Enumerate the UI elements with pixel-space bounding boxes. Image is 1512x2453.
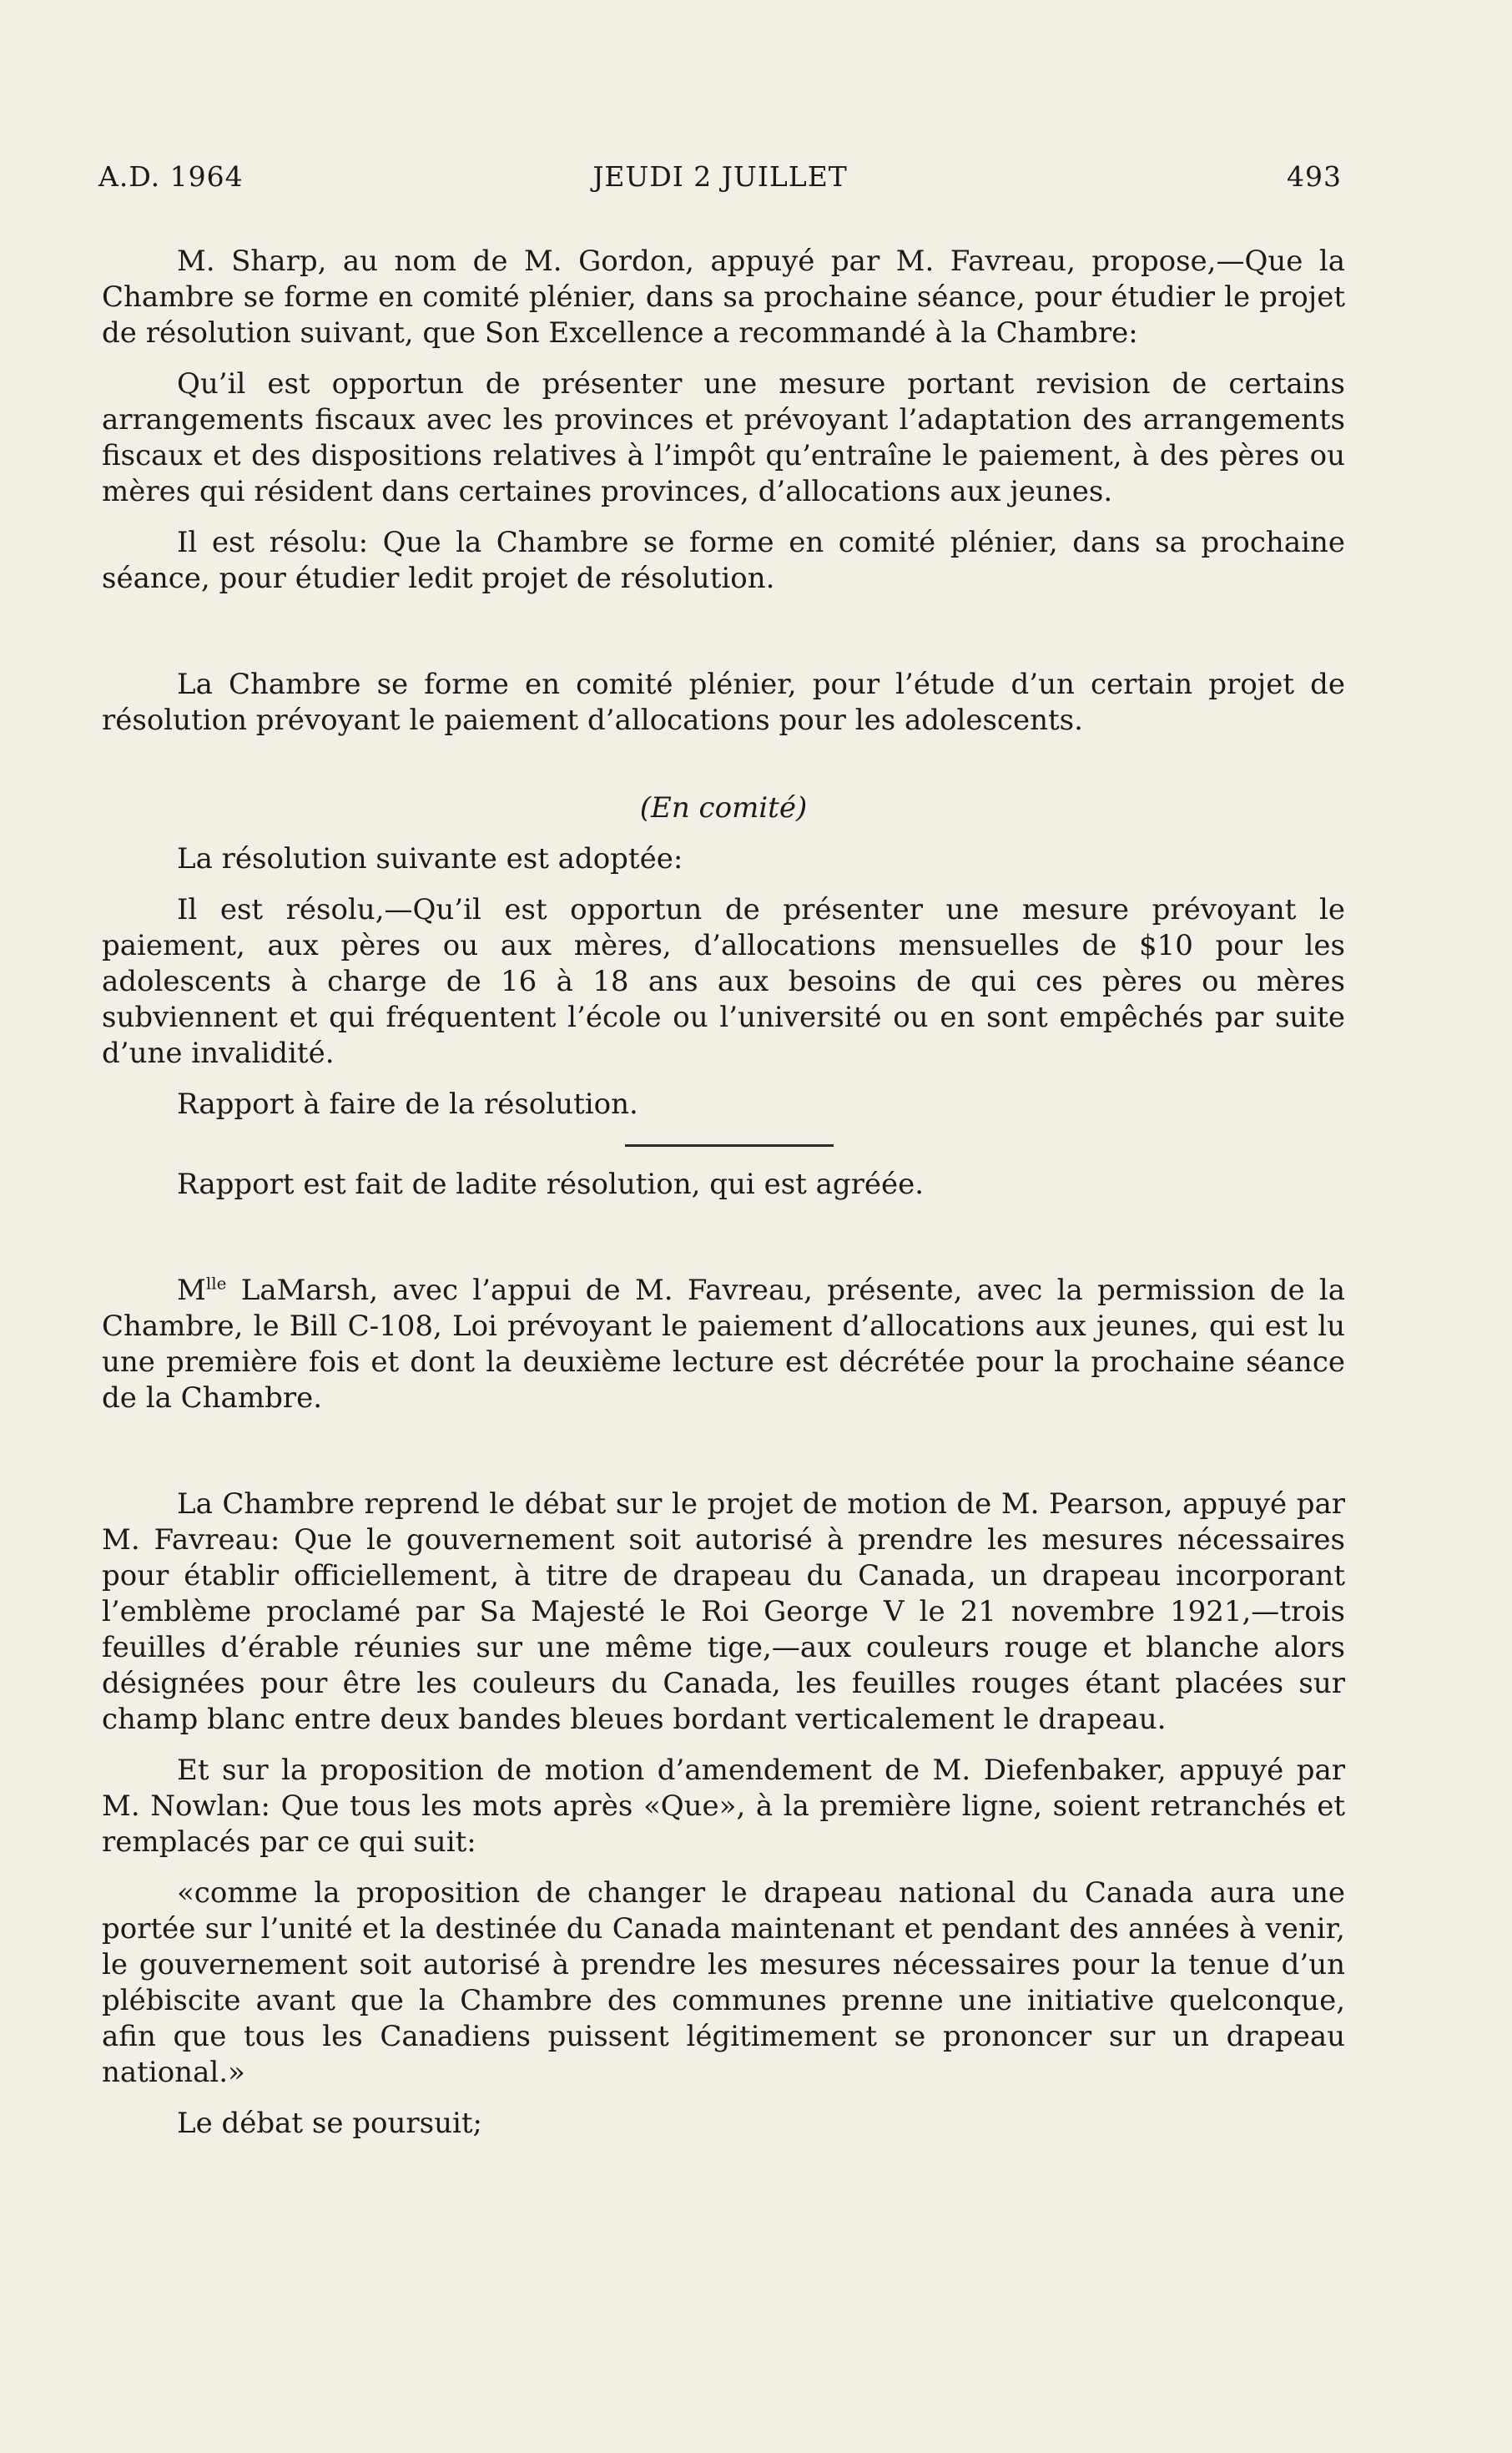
page-header: [98, 160, 1342, 200]
paragraph-bill-c108: $M^{lle}$ LaMarsh, avec l’appui de M. Favreau, présente, avec la permission de la Chambre, le Bill C-108, Loi prévoyant le paiement d’allocations aux jeunes, qui est lu une première fois et dont la deuxième lecture est décrétée pour la prochaine séance de la Chambre.: [102, 1273, 1345, 1415]
header-year: A.D. 1964: [98, 160, 244, 193]
paragraph-adopted: La résolution suivante est adoptée:: [177, 842, 683, 876]
in-committee-heading: (En comité): [639, 791, 808, 825]
paragraph-resolved: Il est résolu: Que la Chambre se forme en comité plénier, dans sa prochaine séance, pour étudier ledit projet de résolution.: [102, 526, 1345, 595]
paragraph-resolution-adopted: Il est résolu,—Qu’il est opportun de présenter une mesure prévoyant le paiement, aux pères ou aux mères, d’allocations mensuelles de $10 pour les adolescents à charge de 16 à 18 ans aux besoins de qui ces pères ou mères subviennent et qui fréquentent l’école ou l’université ou en sont empêchés par suite d’une invalidité.: [102, 893, 1345, 1070]
header-date: JEUDI 2 JUILLET: [592, 160, 848, 193]
paragraph-amendment: Et sur la proposition de motion d’amendement de M. Diefenbaker, appuyé par M. Nowlan: Que tous les mots après «Que», à la première ligne, soient retranchés et remplacés par ce qui suit:: [102, 1754, 1345, 1859]
paragraph-flag-debate: La Chambre reprend le débat sur le projet de motion de M. Pearson, appuyé par M. Favreau: Que le gouvernement soit autorisé à prendre les mesures nécessaires pour établir officiellement, à titre de drapeau du Canada, un drapeau incorporant l’emblème proclamé par Sa Majesté le Roi George V le 21 novembre 1921,—trois feuilles d’érable réunies sur une même tige,—aux couleurs rouge et blanche alors désignées pour être les couleurs du Canada, les feuilles rouges étant placées sur champ blanc entre deux bandes bleues bordant verticalement le drapeau.: [102, 1487, 1345, 1736]
paragraph-debate-continues: Le débat se poursuit;: [177, 2107, 482, 2140]
paragraph-report-to-make: Rapport à faire de la résolution.: [177, 1088, 638, 1121]
page-number: 493: [1287, 160, 1342, 193]
document-body: [102, 244, 1345, 2142]
section-divider: [625, 1144, 834, 1147]
paragraph-committee: La Chambre se forme en comité plénier, pour l’étude d’un certain projet de résolution prévoyant le paiement d’allocations pour les adolescents.: [102, 668, 1345, 737]
paragraph-sharp-motion: M. Sharp, au nom de M. Gordon, appuyé par M. Favreau, propose,—Que la Chambre se forme en comité plénier, dans sa prochaine séance, pour étudier le projet de résolution suivant, que Son Excellence a recommandé à la Chambre:: [102, 245, 1345, 350]
paragraph-amendment-quote: «comme la proposition de changer le drapeau national du Canada aura une portée sur l’unité et la destinée du Canada maintenant et pendant des années à venir, le gouvernement soit autorisé à prendre les mesures nécessaires pour la tenue d’un plébiscite avant que la Chambre des communes prenne une initiative quelconque, afin que tous les Canadiens puissent légitimement se prononcer sur un drapeau national.»: [102, 1876, 1345, 2089]
paragraph-report-made: Rapport est fait de ladite résolution, qui est agréée.: [177, 1168, 925, 1201]
paragraph-resolution-text: Qu’il est opportun de présenter une mesure portant revision de certains arrangements fiscaux avec les provinces et prévoyant l’adaptation des arrangements fiscaux et des dispositions relatives à l’impôt qu’entraîne le paiement, à des pères ou mères qui résident dans certaines provinces, d’allocations aux jeunes.: [102, 367, 1345, 508]
